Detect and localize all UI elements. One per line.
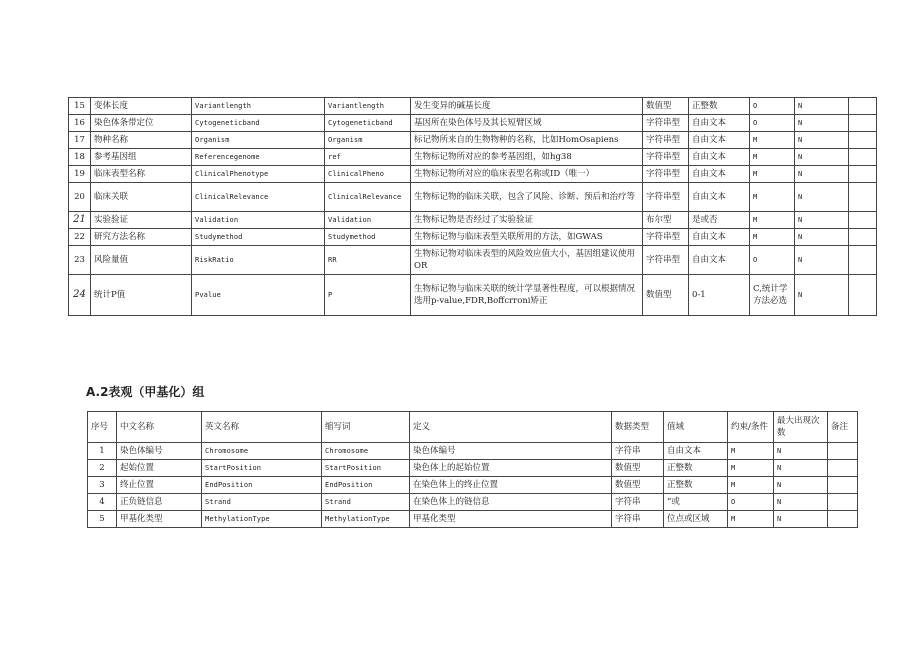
max-occurrence: N [774, 460, 828, 477]
chinese-name: 染色体编号 [117, 443, 202, 460]
definition: 生物标记物所对应的临床表型名称或ID（唯一） [411, 166, 643, 183]
english-name: Cytogeneticband [192, 115, 325, 132]
max-occurrence: N [774, 443, 828, 460]
note [849, 246, 877, 275]
definition: 在染色体上的链信息 [410, 494, 612, 511]
data-type: 字符串型 [643, 229, 689, 246]
note [828, 443, 858, 460]
max-occurrence: N [795, 229, 849, 246]
section-title: A.2表观（甲基化）组 [86, 385, 205, 399]
english-name: Chromosome [202, 443, 322, 460]
biomarker-fields-table [68, 97, 877, 316]
abbreviation: StartPosition [322, 460, 410, 477]
row-number: 24 [69, 275, 91, 316]
row-number: 1 [88, 443, 117, 460]
data-type: 字符串型 [643, 183, 689, 212]
data-type: 字符串 [612, 443, 664, 460]
definition: 标记物所来自的生物物种的名称，比如HomOsapiens [411, 132, 643, 149]
english-name: Organism [192, 132, 325, 149]
note [849, 212, 877, 229]
definition: 甲基化类型 [410, 511, 612, 528]
english-name: Referencegenome [192, 149, 325, 166]
note [828, 460, 858, 477]
note [849, 115, 877, 132]
header-type: 数据类型 [612, 412, 664, 443]
chinese-name: 参考基因组 [91, 149, 192, 166]
row-number: 2 [88, 460, 117, 477]
note [828, 494, 858, 511]
abbreviation: P [325, 275, 411, 316]
definition: 染色体编号 [410, 443, 612, 460]
chinese-name: 甲基化类型 [117, 511, 202, 528]
definition: 染色体上的起始位置 [410, 460, 612, 477]
definition: 生物标记物是否经过了实验验证 [411, 212, 643, 229]
chinese-name: 染色体条带定位 [91, 115, 192, 132]
value-domain: 自由文本 [689, 229, 750, 246]
definition: 基因所在染色体号及其长短臂区域 [411, 115, 643, 132]
note [849, 275, 877, 316]
row-number: 19 [69, 166, 91, 183]
constraint: O [728, 494, 774, 511]
definition: 发生变异的碱基长度 [411, 98, 643, 115]
abbreviation: Organism [325, 132, 411, 149]
table-row [69, 115, 877, 132]
english-name: Strand [202, 494, 322, 511]
value-domain: 正整数 [664, 460, 728, 477]
row-number: 17 [69, 132, 91, 149]
constraint: M [750, 149, 795, 166]
data-type: 字符串型 [643, 115, 689, 132]
constraint: M [750, 132, 795, 149]
constraint: M [750, 166, 795, 183]
max-occurrence: N [795, 166, 849, 183]
chinese-name: 统计P值 [91, 275, 192, 316]
note [828, 511, 858, 528]
header-domain: 值域 [664, 412, 728, 443]
row-number: 18 [69, 149, 91, 166]
definition: 生物标记物与临床表型关联所用的方法，如GWAS [411, 229, 643, 246]
constraint: O [750, 98, 795, 115]
english-name: Validation [192, 212, 325, 229]
value-domain: 自由文本 [689, 166, 750, 183]
english-name: Studymethod [192, 229, 325, 246]
value-domain: 自由文本 [689, 115, 750, 132]
data-type: 字符串型 [643, 246, 689, 275]
max-occurrence: N [795, 246, 849, 275]
header-note: 备注 [828, 412, 858, 443]
abbreviation: Strand [322, 494, 410, 511]
max-occurrence: N [795, 212, 849, 229]
note [849, 183, 877, 212]
constraint: M [750, 229, 795, 246]
table-row [69, 212, 877, 229]
table-row [69, 183, 877, 212]
chinese-name: 起始位置 [117, 460, 202, 477]
chinese-name: 临床关联 [91, 183, 192, 212]
value-domain: 自由文本 [689, 183, 750, 212]
header-cn: 中文名称 [117, 412, 202, 443]
constraint: M [750, 212, 795, 229]
definition: 生物标记物所对应的参考基因组，如hg38 [411, 149, 643, 166]
value-domain: 正整数 [664, 477, 728, 494]
abbreviation: Studymethod [325, 229, 411, 246]
definition: 生物标记物的临床关联，包含了风险、诊断、预后和治疗等 [411, 183, 643, 212]
note [849, 166, 877, 183]
data-type: 字符串型 [643, 149, 689, 166]
constraint: M [728, 477, 774, 494]
value-domain: 正整数 [689, 98, 750, 115]
chinese-name: 研究方法名称 [91, 229, 192, 246]
header-no: 序号 [88, 412, 117, 443]
table-row [69, 98, 877, 115]
data-type: 字符串型 [643, 166, 689, 183]
abbreviation: MethylationType [322, 511, 410, 528]
constraint: C,统计学方法必选 [750, 275, 795, 316]
chinese-name: 物种名称 [91, 132, 192, 149]
chinese-name: 变体长度 [91, 98, 192, 115]
row-number: 21 [69, 212, 91, 229]
methylation-fields-table [87, 411, 858, 528]
row-number: 3 [88, 477, 117, 494]
chinese-name: 风险量值 [91, 246, 192, 275]
table-row [69, 132, 877, 149]
abbreviation: ref [325, 149, 411, 166]
constraint: M [728, 511, 774, 528]
value-domain: “或 [664, 494, 728, 511]
row-number: 23 [69, 246, 91, 275]
table-row [88, 460, 858, 477]
table-row [69, 229, 877, 246]
data-type: 字符串型 [643, 132, 689, 149]
abbreviation: Chromosome [322, 443, 410, 460]
table-row [88, 511, 858, 528]
header-en: 英文名称 [202, 412, 322, 443]
table-row [69, 149, 877, 166]
value-domain: 是或否 [689, 212, 750, 229]
max-occurrence: N [795, 149, 849, 166]
max-occurrence: N [795, 183, 849, 212]
abbreviation: RR [325, 246, 411, 275]
value-domain: 自由文本 [689, 149, 750, 166]
row-number: 16 [69, 115, 91, 132]
constraint: O [750, 246, 795, 275]
header-def: 定义 [410, 412, 612, 443]
table-row [88, 494, 858, 511]
note [849, 98, 877, 115]
max-occurrence: N [795, 98, 849, 115]
note [849, 149, 877, 166]
data-type: 数值型 [643, 98, 689, 115]
definition: 生物标记物与临床关联的统计学显著性程度，可以根据情况选用p-value,FDR,Boffcrroni矫正 [411, 275, 643, 316]
english-name: ClinicalRelevance [192, 183, 325, 212]
chinese-name: 正负链信息 [117, 494, 202, 511]
table-header [88, 412, 858, 443]
value-domain: 自由文本 [664, 443, 728, 460]
abbreviation: Validation [325, 212, 411, 229]
header-max: 最大出现次数 [774, 412, 828, 443]
row-number: 15 [69, 98, 91, 115]
table-row [69, 166, 877, 183]
constraint: O [750, 115, 795, 132]
english-name: Pvalue [192, 275, 325, 316]
chinese-name: 临床表型名称 [91, 166, 192, 183]
abbreviation: Cytogeneticband [325, 115, 411, 132]
constraint: M [750, 183, 795, 212]
definition: 生物标记物对临床表型的风险效应值大小，基因组建议使用OR [411, 246, 643, 275]
value-domain: 自由文本 [689, 246, 750, 275]
data-type: 字符串 [612, 511, 664, 528]
english-name: Variantlength [192, 98, 325, 115]
max-occurrence: N [774, 477, 828, 494]
header-req: 约束/条件 [728, 412, 774, 443]
note [849, 132, 877, 149]
max-occurrence: N [774, 511, 828, 528]
definition: 在染色体上的终止位置 [410, 477, 612, 494]
table-row [88, 443, 858, 460]
abbreviation: ClinicalRelevance [325, 183, 411, 212]
row-number: 4 [88, 494, 117, 511]
row-number: 20 [69, 183, 91, 212]
data-type: 布尔型 [643, 212, 689, 229]
table-row [69, 275, 877, 316]
note [828, 477, 858, 494]
english-name: StartPosition [202, 460, 322, 477]
value-domain: 位点或区域 [664, 511, 728, 528]
abbreviation: Variantlength [325, 98, 411, 115]
chinese-name: 终止位置 [117, 477, 202, 494]
data-type: 数值型 [612, 460, 664, 477]
english-name: EndPosition [202, 477, 322, 494]
header-abbr: 缩写词 [322, 412, 410, 443]
row-number: 22 [69, 229, 91, 246]
row-number: 5 [88, 511, 117, 528]
max-occurrence: N [795, 275, 849, 316]
data-type: 数值型 [643, 275, 689, 316]
english-name: MethylationType [202, 511, 322, 528]
note [849, 229, 877, 246]
value-domain: 自由文本 [689, 132, 750, 149]
constraint: M [728, 443, 774, 460]
abbreviation: ClinicalPheno [325, 166, 411, 183]
value-domain: 0-1 [689, 275, 750, 316]
max-occurrence: N [774, 494, 828, 511]
english-name: RiskRatio [192, 246, 325, 275]
constraint: M [728, 460, 774, 477]
max-occurrence: N [795, 132, 849, 149]
table-row [69, 246, 877, 275]
data-type: 字符串 [612, 494, 664, 511]
max-occurrence: N [795, 115, 849, 132]
abbreviation: EndPosition [322, 477, 410, 494]
table-row [88, 477, 858, 494]
data-type: 数值型 [612, 477, 664, 494]
english-name: ClinicalPhenotype [192, 166, 325, 183]
chinese-name: 实验验证 [91, 212, 192, 229]
